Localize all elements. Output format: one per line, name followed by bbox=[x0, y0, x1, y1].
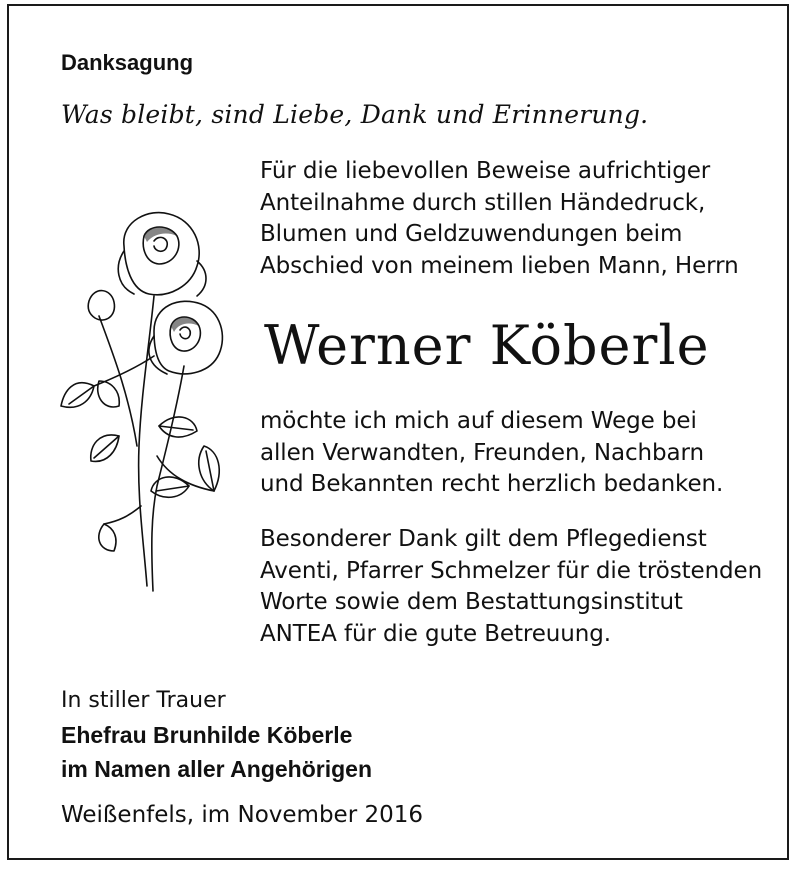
thanks-line: und Bekannten recht herzlich bedanken. bbox=[260, 471, 724, 497]
intro-paragraph bbox=[260, 156, 739, 282]
signoff-mourning: In stiller Trauer bbox=[61, 688, 226, 713]
place-date: Weißenfels, im November 2016 bbox=[61, 802, 423, 828]
special-line: Besonderer Dank gilt dem Pflegedienst bbox=[260, 526, 707, 552]
special-line: ANTEA für die gute Betreuung. bbox=[260, 620, 611, 647]
intro-line: Anteilnahme durch stillen Händedruck, bbox=[260, 189, 706, 216]
motto: Was bleibt, sind Liebe, Dank und Erinnerung. bbox=[61, 100, 649, 129]
deceased-name: Werner Köberle bbox=[264, 314, 710, 377]
thanks-line: möchte ich mich auf diesem Wege bei bbox=[260, 408, 697, 434]
intro-line: Abschied von meinem lieben Mann, Herrn bbox=[260, 252, 739, 279]
special-thanks-paragraph bbox=[260, 524, 762, 650]
special-line: Worte sowie dem Bestattungsinstitut bbox=[260, 589, 683, 615]
thanks-paragraph bbox=[260, 406, 723, 501]
intro-line: Blumen und Geldzuwendungen beim bbox=[260, 221, 683, 247]
rose-illustration-icon bbox=[59, 206, 239, 606]
thanks-line: allen Verwandten, Freunden, Nachbarn bbox=[260, 439, 704, 466]
intro-line: Für die liebevollen Beweise aufrichtiger bbox=[260, 158, 711, 184]
signoff-relatives: im Namen aller Angehörigen bbox=[61, 756, 372, 782]
signoff-widow: Ehefrau Brunhilde Köberle bbox=[61, 722, 353, 748]
obituary-card bbox=[7, 4, 789, 860]
signoff bbox=[61, 684, 372, 786]
special-line: Aventi, Pfarrer Schmelzer für die tröstenden bbox=[260, 557, 763, 584]
heading: Danksagung bbox=[61, 50, 194, 75]
